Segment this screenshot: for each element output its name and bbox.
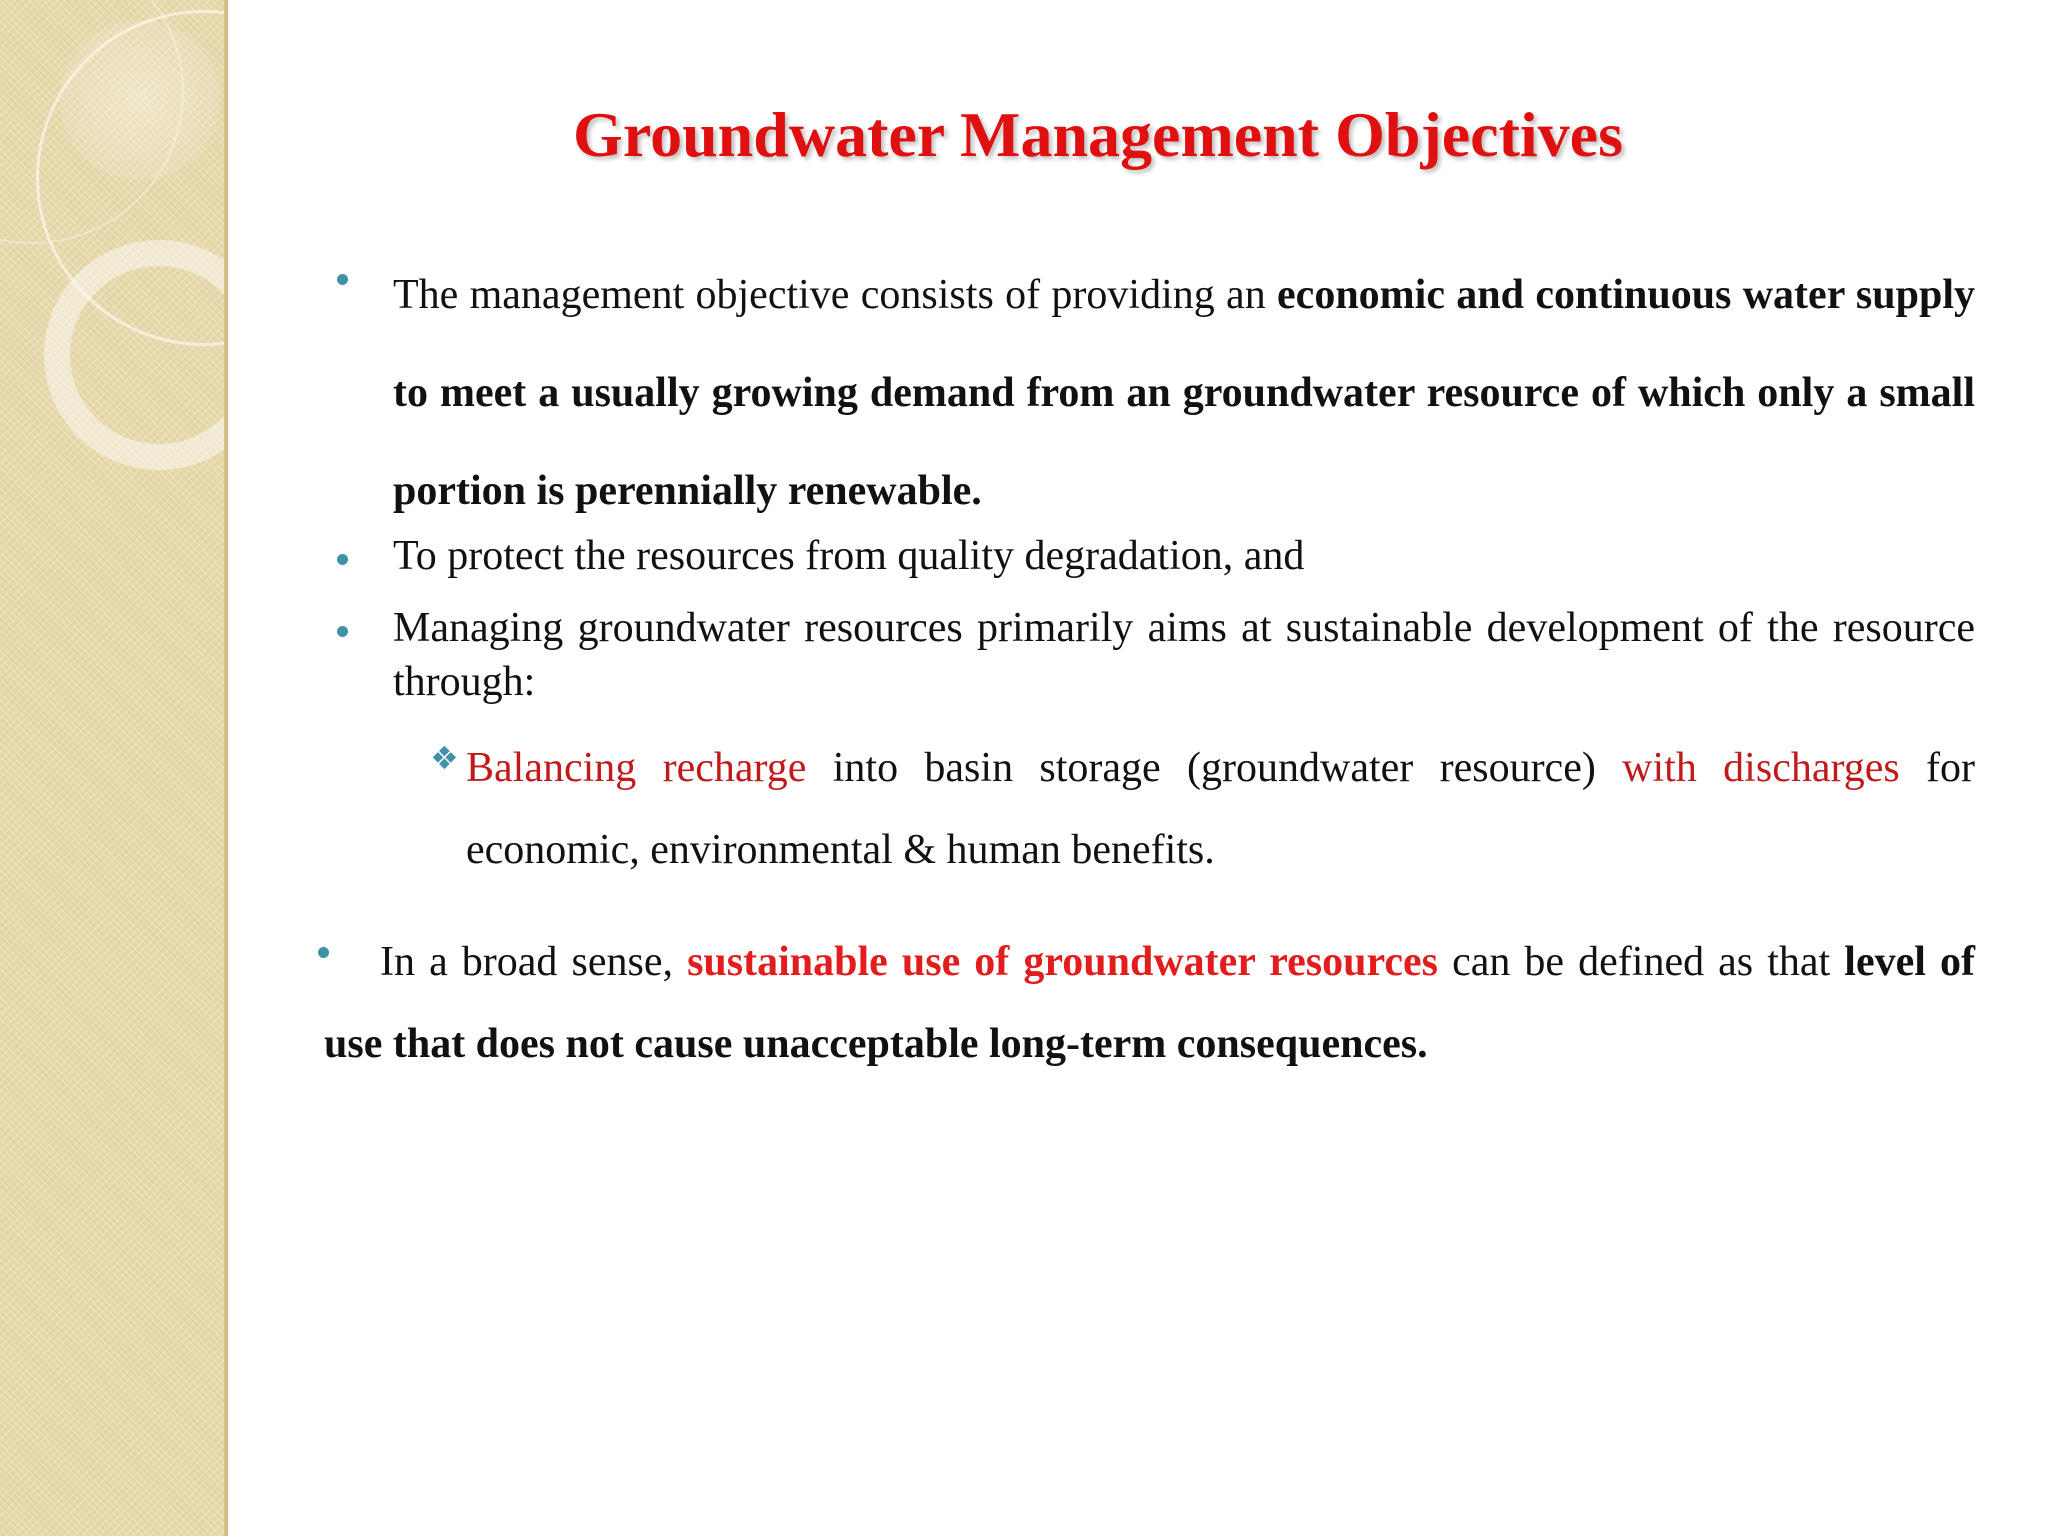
bullet-5-intro: In a broad sense, (380, 939, 688, 985)
bullet-5-text (324, 921, 1975, 1085)
bullet-2-text: To protect the resources from quality degradation, and (393, 533, 1305, 579)
bullet-3-text: Managing groundwater resources primarily aims at sustainable development of the resource through: (393, 605, 1975, 705)
decorative-sidebar (0, 0, 228, 1536)
balancing-recharge-text: Balancing recharge (466, 745, 807, 791)
bullet-1-intro: The management objective consists of providing an (393, 272, 1278, 318)
bullet-1-emphasis: economic and continuous water supply to meet a usually growing demand from an groundwater resource of which only a small portion is perennially renewable. (393, 272, 1975, 514)
sub-bullet-end: for economic, environmental & human benefits. (466, 745, 1975, 873)
bullet-dot-icon (337, 554, 348, 565)
with-discharges-text: with discharges (1622, 745, 1900, 791)
bullet-dot-icon (337, 274, 348, 285)
slide-title: Groundwater Management Objectives (573, 99, 1623, 170)
sub-bullet-middle: into basin storage (groundwater resource) (806, 745, 1623, 791)
bullet-1-text (393, 246, 1975, 540)
sidebar-edge (224, 0, 228, 1536)
sub-bullet-text (466, 727, 1975, 891)
bullet-5-middle: can be defined as that (1437, 939, 1845, 985)
bullet-dot-icon (337, 626, 348, 637)
diamond-bullet-icon: ❖ (430, 739, 459, 777)
bullet-5-emphasis: level of use that does not cause unacceptable long-term consequences. (324, 939, 1975, 1067)
sustainable-use-text: sustainable use of groundwater resources (687, 939, 1438, 985)
